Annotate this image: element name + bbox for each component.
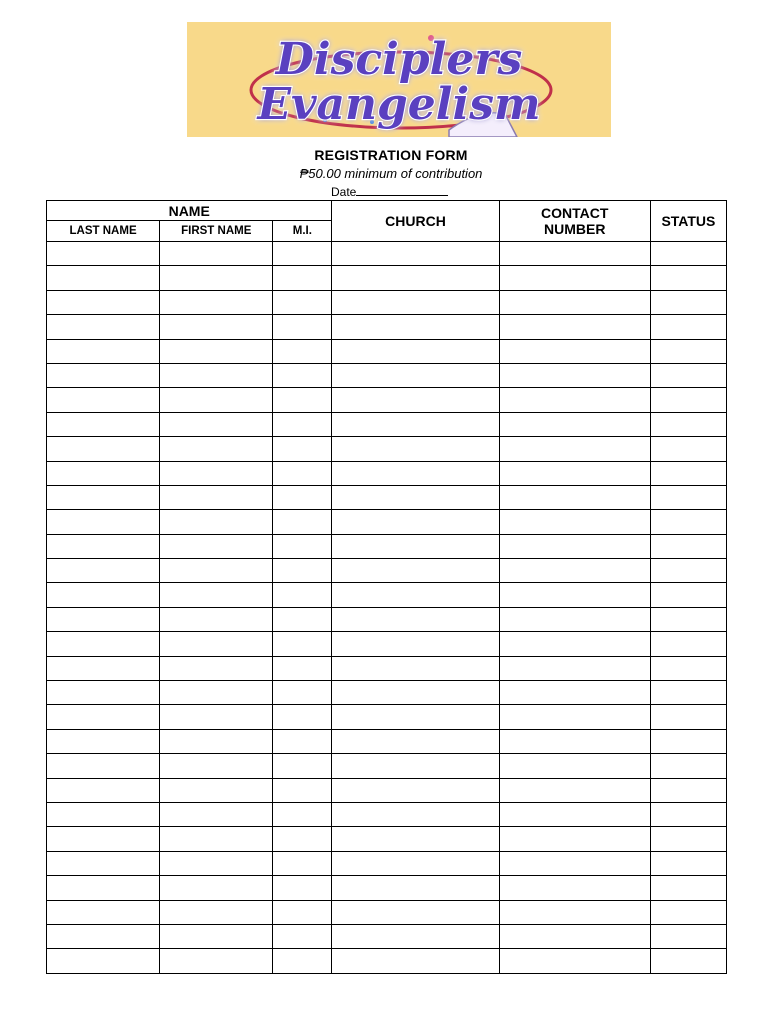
last-name-cell[interactable] [47,876,160,900]
contact-number-cell[interactable] [499,437,650,461]
table-row [47,266,727,290]
status-cell[interactable] [650,681,726,705]
last-name-cell[interactable] [47,315,160,339]
first-name-cell[interactable] [160,949,273,973]
table-row [47,583,727,607]
table-row [47,754,727,778]
church-cell[interactable] [332,949,499,973]
contact-number-cell[interactable] [499,656,650,680]
table-row [47,827,727,851]
table-row [47,802,727,826]
status-cell[interactable] [650,412,726,436]
church-cell[interactable] [332,705,499,729]
table-row [47,681,727,705]
table-row [47,607,727,631]
last-name-cell[interactable] [47,802,160,826]
contact-number-cell[interactable] [499,339,650,363]
status-cell[interactable] [650,315,726,339]
church-cell[interactable] [332,802,499,826]
mi-cell[interactable] [273,851,332,875]
status-cell[interactable] [650,900,726,924]
table-row [47,924,727,948]
first-name-cell[interactable] [160,534,273,558]
status-cell[interactable] [650,827,726,851]
contact-number-cell[interactable] [499,412,650,436]
date-label: Date [331,185,357,199]
last-name-cell[interactable] [47,461,160,485]
form-title: REGISTRATION FORM [314,147,468,163]
first-name-cell[interactable] [160,729,273,753]
contact-number-cell[interactable] [499,681,650,705]
contact-number-cell[interactable] [499,559,650,583]
mi-cell[interactable] [273,412,332,436]
first-name-cell[interactable] [160,315,273,339]
church-cell[interactable] [332,729,499,753]
church-cell[interactable] [332,607,499,631]
table-row [47,510,727,534]
first-name-cell[interactable] [160,851,273,875]
status-cell[interactable] [650,437,726,461]
header-contact-line1: CONTACT [541,205,609,221]
first-name-cell[interactable] [160,778,273,802]
last-name-cell[interactable] [47,363,160,387]
status-cell[interactable] [650,388,726,412]
contact-number-cell[interactable] [499,461,650,485]
date-field[interactable] [331,184,448,199]
mi-cell[interactable] [273,949,332,973]
last-name-cell[interactable] [47,510,160,534]
status-cell[interactable] [650,656,726,680]
contact-number-cell[interactable] [499,510,650,534]
registration-table [46,200,727,974]
contact-number-cell[interactable] [499,632,650,656]
mi-cell[interactable] [273,729,332,753]
header-last-name: LAST NAME [47,221,160,242]
last-name-cell[interactable] [47,388,160,412]
contact-number-cell[interactable] [499,851,650,875]
first-name-cell[interactable] [160,900,273,924]
table-row [47,534,727,558]
mi-cell[interactable] [273,559,332,583]
church-cell[interactable] [332,681,499,705]
header-status: STATUS [650,201,726,242]
last-name-cell[interactable] [47,656,160,680]
contact-number-cell[interactable] [499,388,650,412]
first-name-cell[interactable] [160,363,273,387]
last-name-cell[interactable] [47,705,160,729]
first-name-cell[interactable] [160,412,273,436]
status-cell[interactable] [650,924,726,948]
status-cell[interactable] [650,876,726,900]
mi-cell[interactable] [273,583,332,607]
status-cell[interactable] [650,802,726,826]
first-name-cell[interactable] [160,802,273,826]
first-name-cell[interactable] [160,437,273,461]
header-mi: M.I. [273,221,332,242]
church-cell[interactable] [332,510,499,534]
table-row [47,339,727,363]
last-name-cell[interactable] [47,607,160,631]
event-logo-banner [187,22,611,137]
mi-cell[interactable] [273,705,332,729]
last-name-cell[interactable] [47,339,160,363]
status-cell[interactable] [650,778,726,802]
mi-cell[interactable] [273,632,332,656]
first-name-cell[interactable] [160,388,273,412]
header-contact-line2: NUMBER [544,221,606,237]
church-cell[interactable] [332,754,499,778]
contact-number-cell[interactable] [499,900,650,924]
status-cell[interactable] [650,729,726,753]
first-name-cell[interactable] [160,485,273,509]
church-cell[interactable] [332,437,499,461]
last-name-cell[interactable] [47,290,160,314]
status-cell[interactable] [650,339,726,363]
mi-cell[interactable] [273,681,332,705]
first-name-cell[interactable] [160,339,273,363]
table-body [47,242,727,974]
table-row [47,559,727,583]
last-name-cell[interactable] [47,242,160,266]
first-name-cell[interactable] [160,632,273,656]
mi-cell[interactable] [273,876,332,900]
table-row [47,412,727,436]
contact-number-cell[interactable] [499,607,650,631]
status-cell[interactable] [650,851,726,875]
table-row [47,315,727,339]
status-cell[interactable] [650,461,726,485]
contact-number-cell[interactable] [499,754,650,778]
contact-number-cell[interactable] [499,363,650,387]
first-name-cell[interactable] [160,510,273,534]
status-cell[interactable] [650,363,726,387]
status-cell[interactable] [650,607,726,631]
table-row [47,632,727,656]
last-name-cell[interactable] [47,924,160,948]
first-name-cell[interactable] [160,266,273,290]
church-cell[interactable] [332,461,499,485]
status-cell[interactable] [650,510,726,534]
form-subtitle: ₱50.00 minimum of contribution [299,166,483,181]
last-name-cell[interactable] [47,827,160,851]
last-name-cell[interactable] [47,729,160,753]
contact-number-cell[interactable] [499,290,650,314]
last-name-cell[interactable] [47,681,160,705]
status-cell[interactable] [650,534,726,558]
mi-cell[interactable] [273,827,332,851]
table-row [47,363,727,387]
first-name-cell[interactable] [160,290,273,314]
mi-cell[interactable] [273,290,332,314]
status-cell[interactable] [650,754,726,778]
church-cell[interactable] [332,339,499,363]
church-cell[interactable] [332,412,499,436]
table-row [47,388,727,412]
contact-number-cell[interactable] [499,802,650,826]
first-name-cell[interactable] [160,607,273,631]
mi-cell[interactable] [273,339,332,363]
last-name-cell[interactable] [47,534,160,558]
last-name-cell[interactable] [47,949,160,973]
last-name-cell[interactable] [47,485,160,509]
church-cell[interactable] [332,583,499,607]
church-cell[interactable] [332,559,499,583]
church-cell[interactable] [332,924,499,948]
status-cell[interactable] [650,559,726,583]
mi-cell[interactable] [273,510,332,534]
table-row [47,900,727,924]
header-name: NAME [47,201,332,221]
last-name-cell[interactable] [47,754,160,778]
first-name-cell[interactable] [160,924,273,948]
mi-cell[interactable] [273,461,332,485]
table-row [47,437,727,461]
last-name-cell[interactable] [47,851,160,875]
header-first-name: FIRST NAME [160,221,273,242]
contact-number-cell[interactable] [499,534,650,558]
mi-cell[interactable] [273,924,332,948]
church-cell[interactable] [332,876,499,900]
church-cell[interactable] [332,290,499,314]
status-cell[interactable] [650,632,726,656]
contact-number-cell[interactable] [499,583,650,607]
table-row [47,461,727,485]
mi-cell[interactable] [273,315,332,339]
church-cell[interactable] [332,242,499,266]
logo-line2: Evangelism [257,79,541,130]
church-cell[interactable] [332,778,499,802]
mi-cell[interactable] [273,266,332,290]
first-name-cell[interactable] [160,681,273,705]
header-contact-number [499,201,650,242]
mi-cell[interactable] [273,363,332,387]
church-cell[interactable] [332,388,499,412]
contact-number-cell[interactable] [499,266,650,290]
mi-cell[interactable] [273,242,332,266]
table-row [47,876,727,900]
contact-number-cell[interactable] [499,315,650,339]
last-name-cell[interactable] [47,266,160,290]
status-cell[interactable] [650,949,726,973]
table-row [47,705,727,729]
church-cell[interactable] [332,656,499,680]
logo-graphic [187,22,611,137]
contact-number-cell[interactable] [499,705,650,729]
status-cell[interactable] [650,583,726,607]
contact-number-cell[interactable] [499,949,650,973]
last-name-cell[interactable] [47,412,160,436]
last-name-cell[interactable] [47,632,160,656]
last-name-cell[interactable] [47,900,160,924]
first-name-cell[interactable] [160,461,273,485]
mi-cell[interactable] [273,388,332,412]
first-name-cell[interactable] [160,559,273,583]
mi-cell[interactable] [273,485,332,509]
status-cell[interactable] [650,290,726,314]
last-name-cell[interactable] [47,437,160,461]
mi-cell[interactable] [273,778,332,802]
contact-number-cell[interactable] [499,729,650,753]
status-cell[interactable] [650,705,726,729]
mi-cell[interactable] [273,534,332,558]
table-row [47,290,727,314]
first-name-cell[interactable] [160,754,273,778]
church-cell[interactable] [332,827,499,851]
first-name-cell[interactable] [160,656,273,680]
contact-number-cell[interactable] [499,876,650,900]
mi-cell[interactable] [273,607,332,631]
mi-cell[interactable] [273,656,332,680]
table-row [47,729,727,753]
date-blank-line[interactable] [356,184,448,196]
church-cell[interactable] [332,851,499,875]
mi-cell[interactable] [273,754,332,778]
contact-number-cell[interactable] [499,778,650,802]
table-row [47,949,727,973]
table-row [47,656,727,680]
church-cell[interactable] [332,363,499,387]
church-cell[interactable] [332,266,499,290]
header-church: CHURCH [332,201,499,242]
church-cell[interactable] [332,315,499,339]
first-name-cell[interactable] [160,876,273,900]
contact-number-cell[interactable] [499,827,650,851]
table-row [47,851,727,875]
status-cell[interactable] [650,485,726,509]
mi-cell[interactable] [273,802,332,826]
table-row [47,242,727,266]
first-name-cell[interactable] [160,705,273,729]
mi-cell[interactable] [273,437,332,461]
contact-number-cell[interactable] [499,924,650,948]
first-name-cell[interactable] [160,827,273,851]
church-cell[interactable] [332,632,499,656]
church-cell[interactable] [332,485,499,509]
first-name-cell[interactable] [160,583,273,607]
mi-cell[interactable] [273,900,332,924]
contact-number-cell[interactable] [499,242,650,266]
last-name-cell[interactable] [47,778,160,802]
last-name-cell[interactable] [47,583,160,607]
church-cell[interactable] [332,534,499,558]
last-name-cell[interactable] [47,559,160,583]
contact-number-cell[interactable] [499,485,650,509]
first-name-cell[interactable] [160,242,273,266]
status-cell[interactable] [650,266,726,290]
logo-line1: Disciplers [275,34,523,85]
table-row [47,778,727,802]
table-row [47,485,727,509]
church-cell[interactable] [332,900,499,924]
status-cell[interactable] [650,242,726,266]
